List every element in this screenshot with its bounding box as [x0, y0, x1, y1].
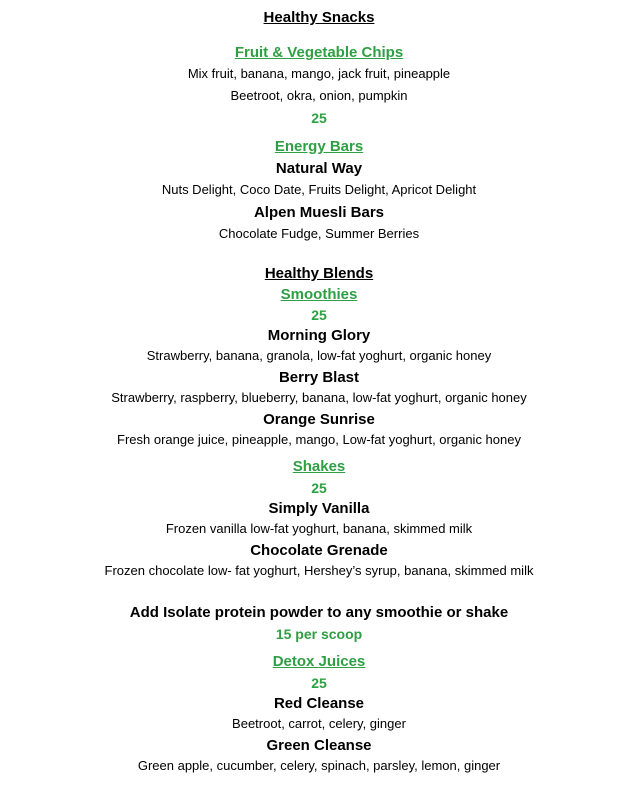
section-title-healthy-snacks: Healthy Snacks — [263, 9, 375, 26]
item-description-orange-sunrise: Fresh orange juice, pineapple, mango, Low-fat yoghurt, organic honey — [117, 432, 521, 447]
vegetable-chips-description: Beetroot, okra, onion, pumpkin — [230, 88, 408, 103]
chips-price: 25 — [311, 110, 327, 126]
item-name-red-cleanse: Red Cleanse — [273, 695, 365, 712]
item-description-red-cleanse: Beetroot, carrot, celery, ginger — [232, 716, 406, 731]
item-name-morning-glory: Morning Glory — [267, 327, 371, 344]
item-description-alpen-muesli-bars: Chocolate Fudge, Summer Berries — [218, 226, 420, 241]
detox-juices-price: 25 — [311, 675, 327, 691]
item-name-green-cleanse: Green Cleanse — [266, 737, 372, 754]
item-description-green-cleanse: Green apple, cucumber, celery, spinach, parsley, lemon, ginger — [137, 758, 501, 773]
item-name-orange-sunrise: Orange Sunrise — [263, 411, 375, 428]
protein-add-on-price: 15 per scoop — [275, 626, 363, 642]
subheading-smoothies: Smoothies — [280, 286, 358, 303]
shakes-price: 25 — [311, 480, 327, 496]
item-description-simply-vanilla: Frozen vanilla low-fat yoghurt, banana, skimmed milk — [165, 521, 473, 536]
subheading-fruit-vegetable-chips: Fruit & Vegetable Chips — [234, 44, 404, 61]
item-description-natural-way: Nuts Delight, Coco Date, Fruits Delight, Apricot Delight — [161, 182, 477, 197]
section-title-healthy-blends: Healthy Blends — [264, 265, 374, 282]
item-description-morning-glory: Strawberry, banana, granola, low-fat yoghurt, organic honey — [146, 348, 492, 363]
subheading-shakes: Shakes — [292, 458, 346, 475]
subheading-detox-juices: Detox Juices — [272, 653, 366, 670]
item-name-chocolate-grenade: Chocolate Grenade — [250, 542, 388, 559]
item-description-chocolate-grenade: Frozen chocolate low- fat yoghurt, Hershey’s syrup, banana, skimmed milk — [104, 563, 534, 578]
item-description-berry-blast: Strawberry, raspberry, blueberry, banana, low-fat yoghurt, organic honey — [111, 390, 527, 405]
fruit-chips-description: Mix fruit, banana, mango, jack fruit, pineapple — [187, 66, 451, 81]
item-name-alpen-muesli-bars: Alpen Muesli Bars — [253, 204, 385, 221]
protein-add-on-note: Add Isolate protein powder to any smoothie or shake — [129, 604, 509, 621]
item-name-natural-way: Natural Way — [275, 160, 363, 177]
item-name-berry-blast: Berry Blast — [278, 369, 360, 386]
smoothies-price: 25 — [311, 307, 327, 323]
item-name-simply-vanilla: Simply Vanilla — [268, 500, 370, 517]
subheading-energy-bars: Energy Bars — [274, 138, 364, 155]
